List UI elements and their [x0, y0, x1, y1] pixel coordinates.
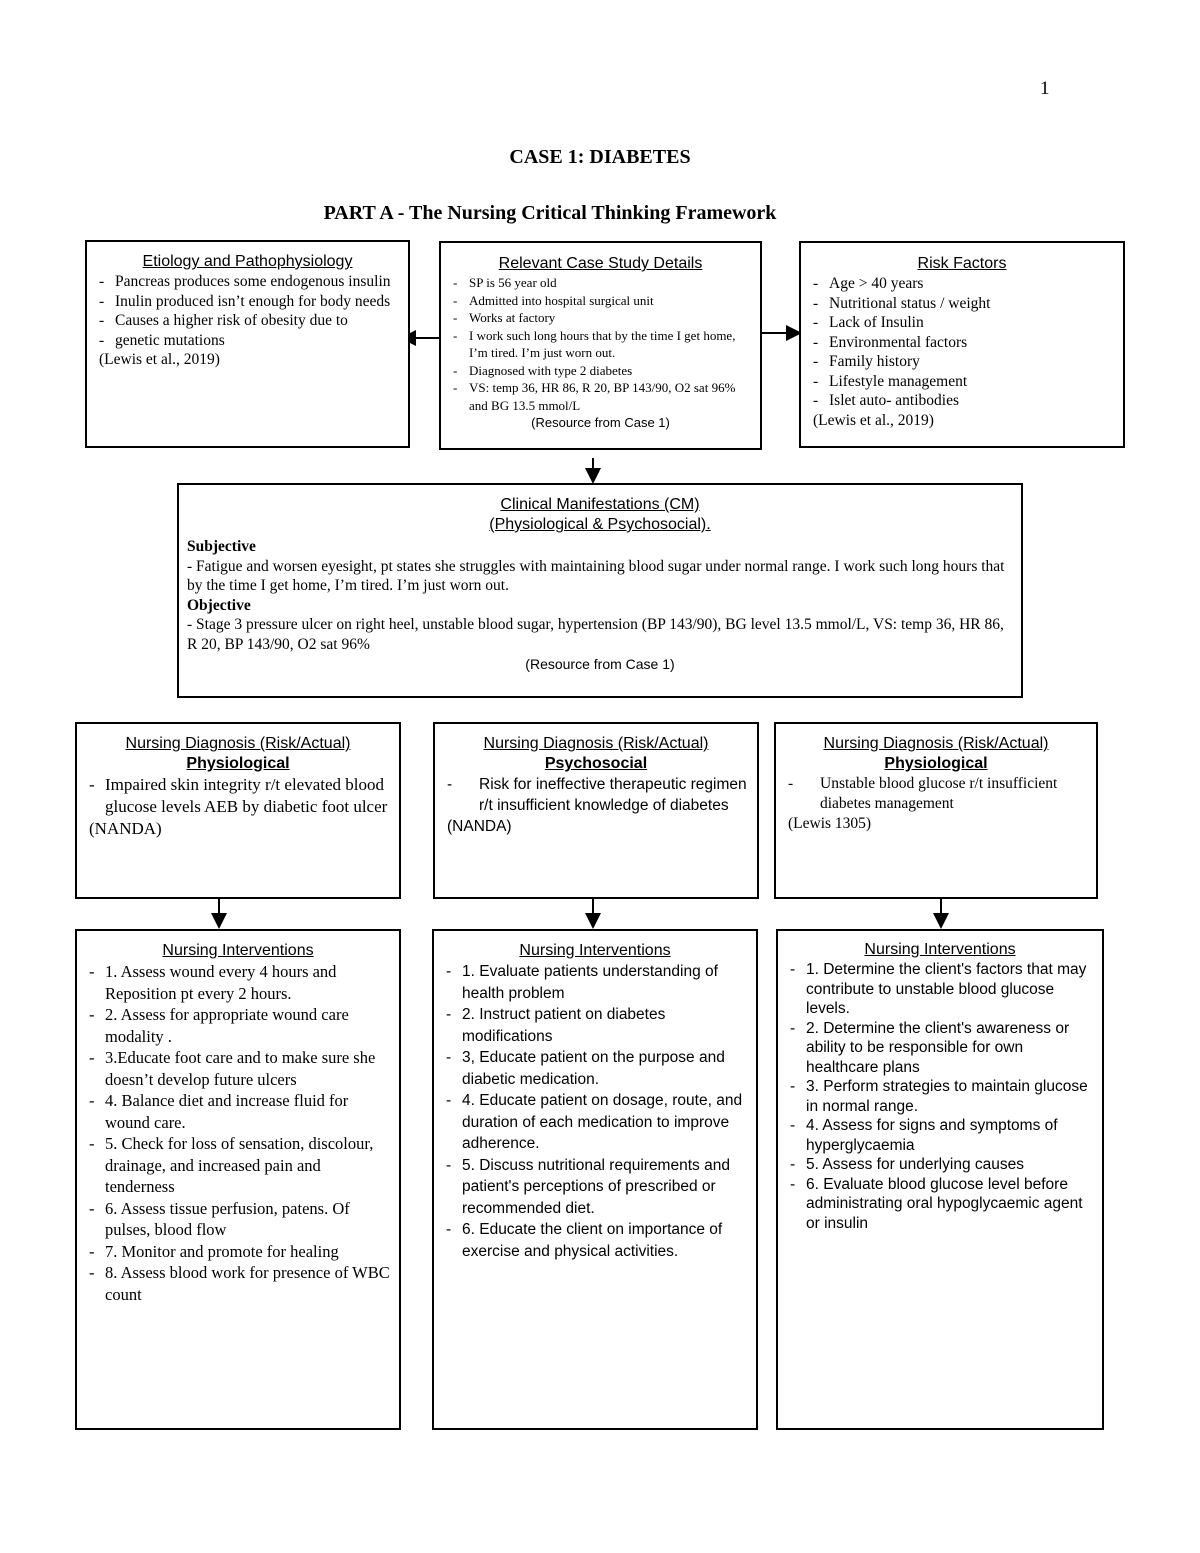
list-item: - I work such long hours that by the time I get home, I’m tired. I’m just worn out. [449, 327, 752, 362]
list-item: - Environmental factors [809, 333, 1115, 353]
case-details-box [439, 241, 762, 450]
list-item: - Age > 40 years [809, 274, 1115, 294]
case-details-heading: Relevant Case Study Details [498, 255, 703, 272]
objective-text: - Stage 3 pressure ulcer on right heel, unstable blood sugar, hypertension (BP 143/90), BG level 13.5 mmol/L, VS: temp 36, HR 86, R 20, BP 143/90, O2 sat 96% [187, 616, 1004, 653]
list-item: - 2. Assess for appropriate wound care modality . [85, 1004, 391, 1047]
diagnosis-reference: (NANDA) [89, 819, 162, 838]
clinical-manifestations-box [177, 483, 1023, 698]
diagnosis-type: Physiological [884, 755, 988, 772]
list-item: - Causes a higher risk of obesity due to [95, 311, 400, 331]
list-item: - Pancreas produces some endogenous insulin [95, 272, 400, 292]
list-item: - 3. Perform strategies to maintain glucose in normal range. [786, 1077, 1094, 1116]
etiology-box [85, 240, 410, 448]
list-item: - 2. Instruct patient on diabetes modifications [442, 1004, 748, 1047]
risk-factors-heading: Risk Factors [917, 255, 1007, 272]
interventions-heading: Nursing Interventions [519, 942, 671, 959]
list-item: - Impaired skin integrity r/t elevated blood glucose levels AEB by diabetic foot ulcer [85, 774, 391, 818]
diagnosis-list [85, 774, 391, 818]
diagnosis-list [784, 774, 1088, 814]
list-item: - Family history [809, 352, 1115, 372]
interventions-box-2 [432, 929, 758, 1430]
list-item: - 3.Educate foot care and to make sure she doesn’t develop future ulcers [85, 1047, 391, 1090]
list-item: - Admitted into hospital surgical unit [449, 292, 752, 310]
manifestations-source: (Resource from Case 1) [525, 656, 675, 672]
diagnosis-heading: Nursing Diagnosis (Risk/Actual) [483, 735, 709, 752]
list-item: - 8. Assess blood work for presence of WBC count [85, 1262, 391, 1305]
list-item: - Lifestyle management [809, 372, 1115, 392]
diagnosis-box-1 [75, 722, 401, 899]
risk-factors-list [809, 274, 1115, 411]
list-item: - 1. Assess wound every 4 hours and Reposition pt every 2 hours. [85, 961, 391, 1004]
diagnosis-type: Psychosocial [544, 755, 648, 772]
list-item: - Lack of Insulin [809, 313, 1115, 333]
etiology-heading: Etiology and Pathophysiology [142, 253, 353, 270]
diagnosis-heading: Nursing Diagnosis (Risk/Actual) [125, 735, 351, 752]
subjective-label: Subjective [187, 538, 256, 555]
diagnosis-box-3 [774, 722, 1098, 899]
list-item: - 5. Assess for underlying causes [786, 1155, 1094, 1175]
list-item: - Nutritional status / weight [809, 294, 1115, 314]
diagnosis-type: Physiological [186, 755, 290, 772]
case-details-source: (Resource from Case 1) [531, 415, 670, 430]
interventions-list [442, 961, 748, 1262]
diagnosis-heading: Nursing Diagnosis (Risk/Actual) [823, 735, 1049, 752]
list-item: - Works at factory [449, 309, 752, 327]
part-title: PART A - The Nursing Critical Thinking Framework [323, 202, 777, 224]
list-item: - 5. Check for loss of sensation, discolour, drainage, and increased pain and tenderness [85, 1133, 391, 1198]
list-item: - 1. Determine the client's factors that may contribute to unstable blood glucose levels. [786, 960, 1094, 1019]
interventions-box-1 [75, 929, 401, 1430]
list-item: - 6. Educate the client on importance of exercise and physical activities. [442, 1219, 748, 1262]
diagnosis-reference: (Lewis 1305) [788, 815, 872, 832]
list-item: - 6. Evaluate blood glucose level before administrating oral hypoglycaemic agent or insulin [786, 1175, 1094, 1234]
list-item: - 5. Discuss nutritional requirements and patient's perceptions of prescribed or recommended diet. [442, 1155, 748, 1220]
list-item: - 2. Determine the client's awareness or ability to be responsible for own healthcare plans [786, 1019, 1094, 1078]
list-item: - 3, Educate patient on the purpose and diabetic medication. [442, 1047, 748, 1090]
diagnosis-list [443, 774, 749, 816]
list-item: - Diagnosed with type 2 diabetes [449, 362, 752, 380]
list-item: - VS: temp 36, HR 86, R 20, BP 143/90, O2 sat 96% and BG 13.5 mmol/L [449, 379, 752, 414]
list-item: - genetic mutations [95, 331, 400, 351]
list-item: - 1. Evaluate patients understanding of health problem [442, 961, 748, 1004]
interventions-heading: Nursing Interventions [162, 942, 314, 959]
list-item: - 4. Educate patient on dosage, route, and duration of each medication to improve adherence. [442, 1090, 748, 1155]
document-title: CASE 1: DIABETES [509, 146, 691, 168]
interventions-box-3 [776, 929, 1104, 1430]
list-item: - 7. Monitor and promote for healing [85, 1241, 391, 1263]
interventions-heading: Nursing Interventions [864, 941, 1016, 958]
list-item: - SP is 56 year old [449, 274, 752, 292]
etiology-reference: (Lewis et al., 2019) [99, 351, 220, 368]
interventions-list [786, 960, 1094, 1233]
list-item: - 4. Assess for signs and symptoms of hyperglycaemia [786, 1116, 1094, 1155]
manifestations-heading: Clinical Manifestations (CM) [500, 496, 700, 513]
diagnosis-box-2 [433, 722, 759, 899]
subjective-text: - Fatigue and worsen eyesight, pt states she struggles with maintaining blood sugar under normal range. I work such long hours that by the time I get home, I’m tired. I’m just worn out. [187, 557, 1005, 594]
list-item: - Islet auto- antibodies [809, 391, 1115, 411]
manifestations-subheading: (Physiological & Psychosocial). [489, 516, 711, 533]
list-item: - Inulin produced isn’t enough for body needs [95, 292, 400, 312]
list-item: - 6. Assess tissue perfusion, patens. Of pulses, blood flow [85, 1198, 391, 1241]
page-number: 1 [1040, 78, 1050, 99]
list-item: - Unstable blood glucose r/t insufficient diabetes management [784, 774, 1088, 814]
risk-factors-box [799, 241, 1125, 448]
interventions-list [85, 961, 391, 1305]
etiology-list [95, 272, 400, 350]
risk-factors-reference: (Lewis et al., 2019) [813, 411, 934, 429]
case-details-list [449, 274, 752, 414]
list-item: - Risk for ineffective therapeutic regimen r/t insufficient knowledge of diabetes [443, 774, 749, 816]
diagnosis-reference: (NANDA) [447, 818, 512, 835]
list-item: - 4. Balance diet and increase fluid for wound care. [85, 1090, 391, 1133]
objective-label: Objective [187, 596, 251, 614]
